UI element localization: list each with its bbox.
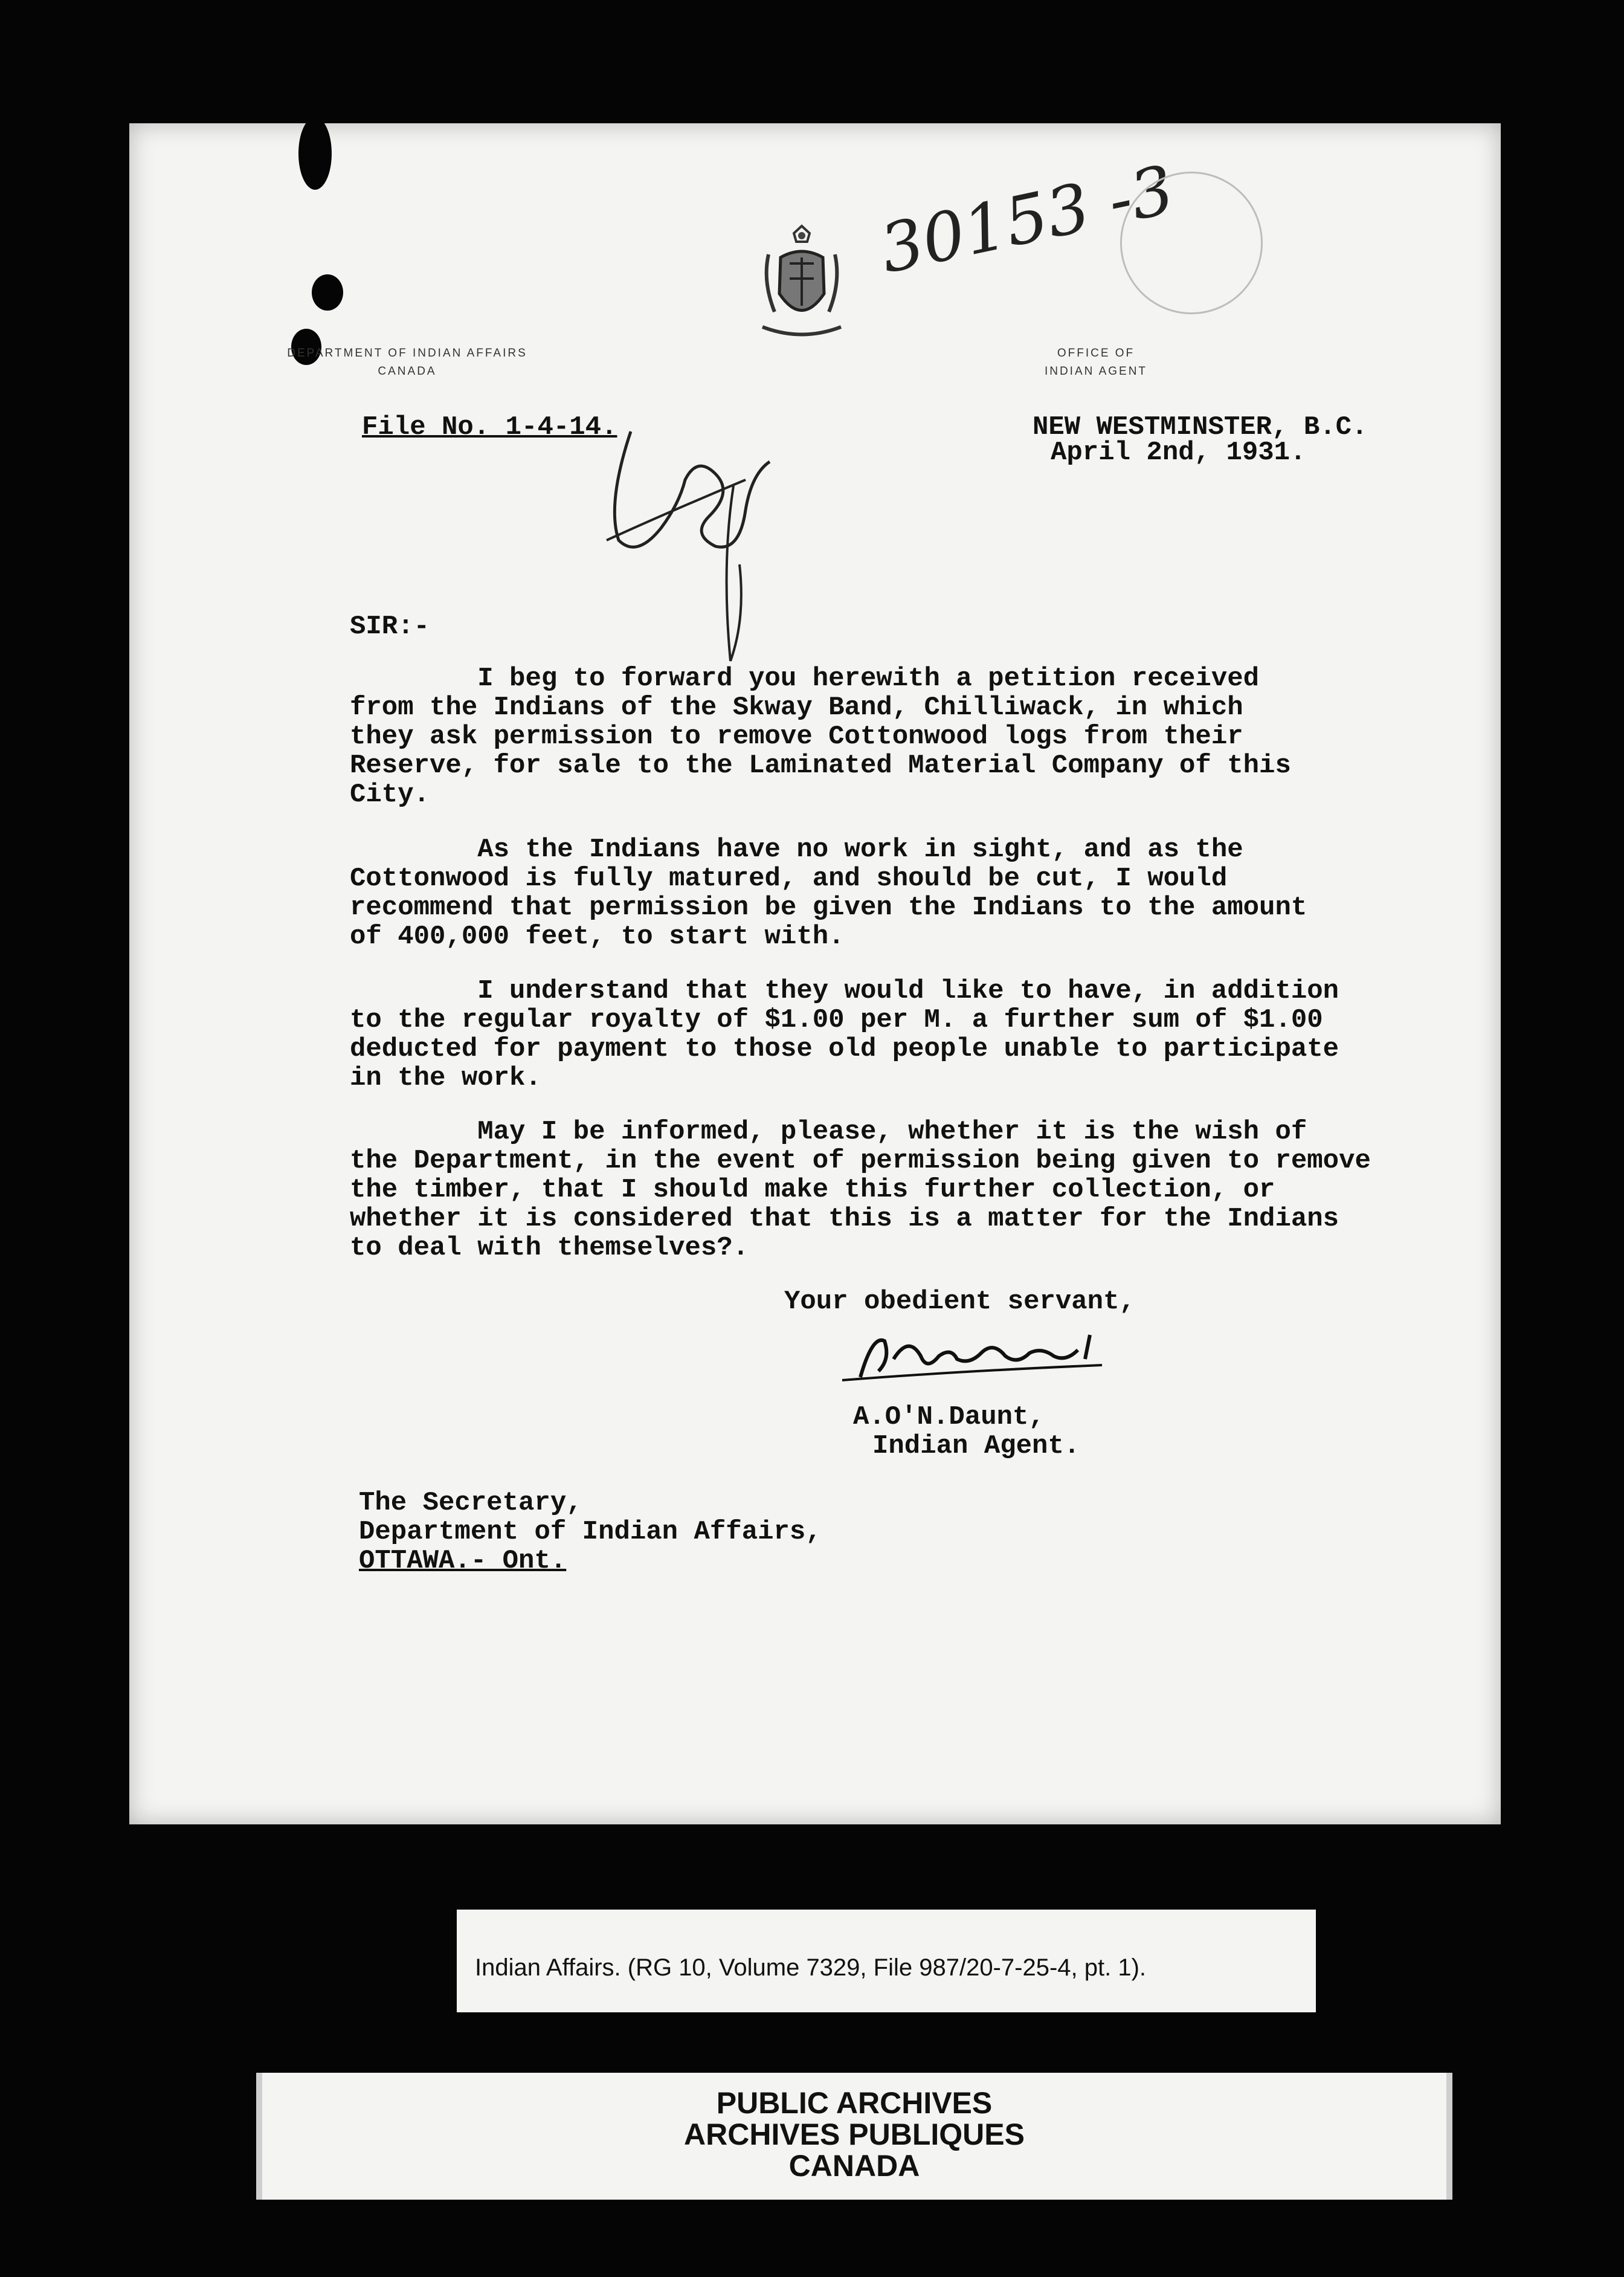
caption-text: Indian Affairs. (RG 10, Volume 7329, File 987/20-7-25-4, pt. 1). [475, 1954, 1146, 1981]
letterhead-office-title: INDIAN AGENT [1044, 365, 1148, 378]
paragraph-3: I understand that they would like to have, in addition to the regular royalty of $1.00 per M. a further sum of $1.00 deducted for payment to those old people unable to participate in the work. [350, 976, 1339, 1093]
file-number: File No. 1-4-14. [362, 412, 617, 442]
archive-line-1: PUBLIC ARCHIVES [716, 2086, 993, 2120]
location: NEW WESTMINSTER, B.C. [1033, 412, 1368, 442]
caption-card [457, 1910, 1316, 2012]
letterhead-department: DEPARTMENT OF INDIAN AFFAIRS [287, 347, 527, 360]
salutation: SIR:- [350, 612, 430, 642]
signer-title: Indian Agent. [872, 1431, 1080, 1461]
archive-line-3: CANADA [788, 2149, 920, 2183]
date: April 2nd, 1931. [1051, 438, 1306, 468]
recipient-line-3: OTTAWA.- Ont. [359, 1546, 567, 1576]
archive-line-2: ARCHIVES PUBLIQUES [684, 2117, 1025, 2151]
handwritten-file-number: 30153 -3 [874, 150, 1181, 288]
signature [836, 1323, 1126, 1389]
paragraph-2: As the Indians have no work in sight, and as the Cottonwood is fully matured, and should be cut, I would recommend that permission be given the Indians to the amount of 400,000 feet, to start with. [350, 835, 1307, 952]
coat-of-arms-icon [756, 221, 847, 342]
handwritten-initials [594, 407, 788, 685]
letterhead-country: CANADA [378, 365, 437, 378]
paragraph-4: May I be informed, please, whether it is the wish of the Department, in the event of permission being given to remove the timber, that I should make this further collection, or whether it is considered that this is a matter for the Indians to deal with themselves?. [350, 1117, 1371, 1263]
letterhead-office: OFFICE OF [1057, 347, 1135, 360]
received-stamp [1120, 172, 1263, 314]
archive-stamp [256, 2073, 1452, 2200]
letter-page [129, 123, 1501, 1824]
punch-hole [298, 117, 332, 190]
paragraph-1: I beg to forward you herewith a petition received from the Indians of the Skway Band, Chilliwack, in which they ask permission to remove Cottonwood logs from their Reserve, for sale to the Laminated Material Company of this City. [350, 664, 1291, 810]
recipient-line-1: The Secretary, [359, 1488, 582, 1518]
punch-hole [312, 274, 343, 311]
recipient-line-2: Department of Indian Affairs, [359, 1517, 822, 1547]
closing: Your obedient servant, [784, 1287, 1135, 1317]
signer-name: A.O'N.Daunt, [853, 1402, 1045, 1432]
